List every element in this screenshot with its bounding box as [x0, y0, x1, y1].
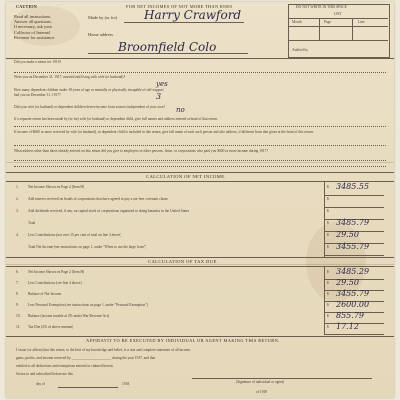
- paper-fold: [6, 264, 394, 265]
- tax-due-line-value: 3485.29: [336, 267, 370, 276]
- tax-due-line-value: 2600.00: [336, 300, 370, 309]
- net-income-line-label: Add interest received on bonds of corporations that have agreed to pay a tax-free covenant clause: [28, 197, 168, 201]
- tax-due-dollar-sign: $: [327, 314, 329, 318]
- tax-due-line-number: 7.: [16, 281, 19, 285]
- tax-due-line-label: Balance (income taxable at 2% under War Revenue Act): [28, 314, 110, 318]
- paper-fold: [6, 162, 394, 163]
- tax-due-line-number: 8.: [16, 292, 19, 296]
- tax-due-line-number: 9.: [16, 303, 19, 307]
- question-5: If a separate return has been made by (or for) wife (or husband) or dependent child, give full names and address entered at head of that return.: [14, 117, 218, 121]
- audit-box-title: DO NOT WRITE IN THIS SPACE: [296, 5, 347, 9]
- net-income-line-value: 3455.79: [336, 242, 370, 251]
- net-income-line-label: Total Net Income (see instructions on page 1, under "When to use the large form"): [28, 245, 147, 249]
- net-income-line-number: 4.: [16, 233, 19, 237]
- affidavit-day-label: day of: [36, 382, 46, 386]
- question-1: Did you make a return for 1916?: [14, 60, 62, 64]
- tax-due-dollar-sign: $: [327, 325, 329, 329]
- instruction-line: If necessary, ask your: [14, 24, 52, 30]
- affidavit-year: 1918.: [122, 382, 131, 386]
- tax-due-line-number: 6.: [16, 270, 19, 274]
- tax-due-line-label: Balance of Net Income: [28, 292, 62, 296]
- affidavit-text: gains, profits, and income received by ______________________ during the year 1917, and that: [16, 356, 156, 360]
- answer-4: no: [176, 106, 185, 114]
- tax-due-line-label: Less Contributions (see line 4 above): [28, 281, 82, 285]
- caution-label: CAUTION: [16, 4, 37, 9]
- signature-line: [192, 378, 372, 379]
- answer-3: 3: [156, 92, 162, 101]
- net-income-line-number: 2.: [16, 197, 19, 201]
- affidavit-text: entitled to all deductions and exemptions entered or claimed herein.: [16, 364, 114, 368]
- tax-due-line-value: 29.50: [336, 278, 359, 287]
- question-3: How many dependent children under 18 years of age or mentally or physically incapable of self-support had you on December 31, 1917?: [14, 88, 164, 97]
- audit-page-label: Page: [324, 20, 331, 24]
- tax-due-line-label: Less Personal Exemption (see instructions on page 1, under "Personal Exemption"): [28, 303, 148, 307]
- tax-due-dollar-sign: $: [327, 270, 329, 274]
- affidavit-date-line: of 1918: [256, 390, 268, 394]
- net-income-line-label: Net Income Shown on Page 2 (Item H): [28, 185, 85, 189]
- affidavit-title: AFFIDAVIT TO BE EXECUTED BY INDIVIDUAL OR AGENT MAKING THIS RETURN.: [86, 338, 280, 343]
- net-income-line-value: 3485.79: [336, 218, 370, 227]
- audit-line-label: Line: [358, 20, 365, 24]
- tax-due-line-value: 855.79: [336, 311, 364, 320]
- tax-due-value-rule: [324, 334, 384, 335]
- home-address-label: Home address: [88, 32, 113, 37]
- question-7: What address other than those already entered on this return did you give to employers or other persons, firms, or corporations who paid you $600 or more income during 1917?: [14, 149, 268, 153]
- affidavit-text: Sworn to and subscribed before me this: [16, 372, 73, 376]
- audit-audited-label: Audited by: [292, 48, 309, 52]
- tax-due-line-label: Tax Due (2% of above amount): [28, 325, 74, 329]
- made-by-value: Harry Crawford: [144, 8, 242, 22]
- instruction-line: Collector of Internal: [14, 29, 50, 35]
- instruction-line: Revenue for assistance.: [14, 34, 56, 40]
- audit-month-label: Month: [292, 20, 302, 24]
- net-income-dollar-sign: $: [327, 209, 329, 213]
- net-income-line-number: 1.: [16, 185, 19, 189]
- instruction-line: Read all instructions.: [14, 14, 52, 19]
- net-income-line-label: Total: [28, 221, 36, 225]
- home-address-value: Broomfield Colo: [118, 40, 217, 54]
- affidavit-text: I swear (or affirm) that this return, to the best of my knowledge and belief, is a true and complete statement of all income,: [16, 348, 191, 352]
- tax-due-title: CALCULATION OF TAX DUE.: [148, 259, 219, 264]
- tax-due-line-number: 11.: [16, 325, 21, 329]
- net-income-value-rule: [324, 207, 384, 208]
- net-income-dollar-sign: $: [327, 233, 329, 237]
- net-income-value-rule: [324, 255, 384, 256]
- net-income-line-number: 3.: [16, 209, 19, 213]
- tax-due-line-value: 3455.79: [336, 289, 370, 298]
- net-income-title: CALCULATION OF NET INCOME.: [146, 174, 226, 179]
- net-income-dollar-sign: $: [327, 221, 329, 225]
- signature-caption: (Signature of individual or agent): [236, 380, 285, 384]
- net-income-line-value: 3485.55: [336, 182, 370, 191]
- tax-due-dollar-sign: $: [327, 292, 329, 296]
- audit-list-label: LIST: [334, 12, 342, 16]
- question-6: If income of $600 or more received by wife (or husband), or dependent child is included in this return, give full name of each such person and also address, if different from that given at the head of this return.: [14, 130, 314, 134]
- net-income-dollar-sign: $: [327, 197, 329, 201]
- tax-due-line-number: 10.: [16, 314, 21, 318]
- tax-due-dollar-sign: $: [327, 281, 329, 285]
- net-income-line-label: Add dividends received, if any, on capital stock of corporations organized or doing business in the United States: [28, 209, 190, 213]
- tax-due-line-label: Net Income Shown on Page 2 (Item H): [28, 270, 85, 274]
- question-4: Did your wife (or husband) or dependent children derive income from sources independent of your own?: [14, 105, 165, 109]
- answer-2: yes: [156, 80, 168, 88]
- net-income-value-rule: [324, 195, 384, 196]
- net-income-dollar-sign: $: [327, 185, 329, 189]
- tax-due-dollar-sign: $: [327, 303, 329, 307]
- form-title: FOR NET INCOMES OF NOT MORE THAN $5000: [126, 4, 233, 9]
- made-by-line: [124, 22, 244, 23]
- tax-return-sheet: [6, 2, 394, 398]
- net-income-dollar-sign: $: [327, 245, 329, 249]
- net-income-line-label: Less Contributions (not over 15 per cent of total on line 3 above): [28, 233, 122, 237]
- tax-due-line-value: 17.12: [336, 322, 359, 331]
- net-income-line-value: 29.50: [336, 230, 359, 239]
- made-by-label: Made by (or for): [88, 15, 118, 20]
- instruction-line: Answer all questions.: [14, 19, 52, 25]
- instructions-block: [14, 14, 84, 40]
- question-2: Were you on December 31, 1917, married and living with wife (or husband)?: [14, 75, 126, 79]
